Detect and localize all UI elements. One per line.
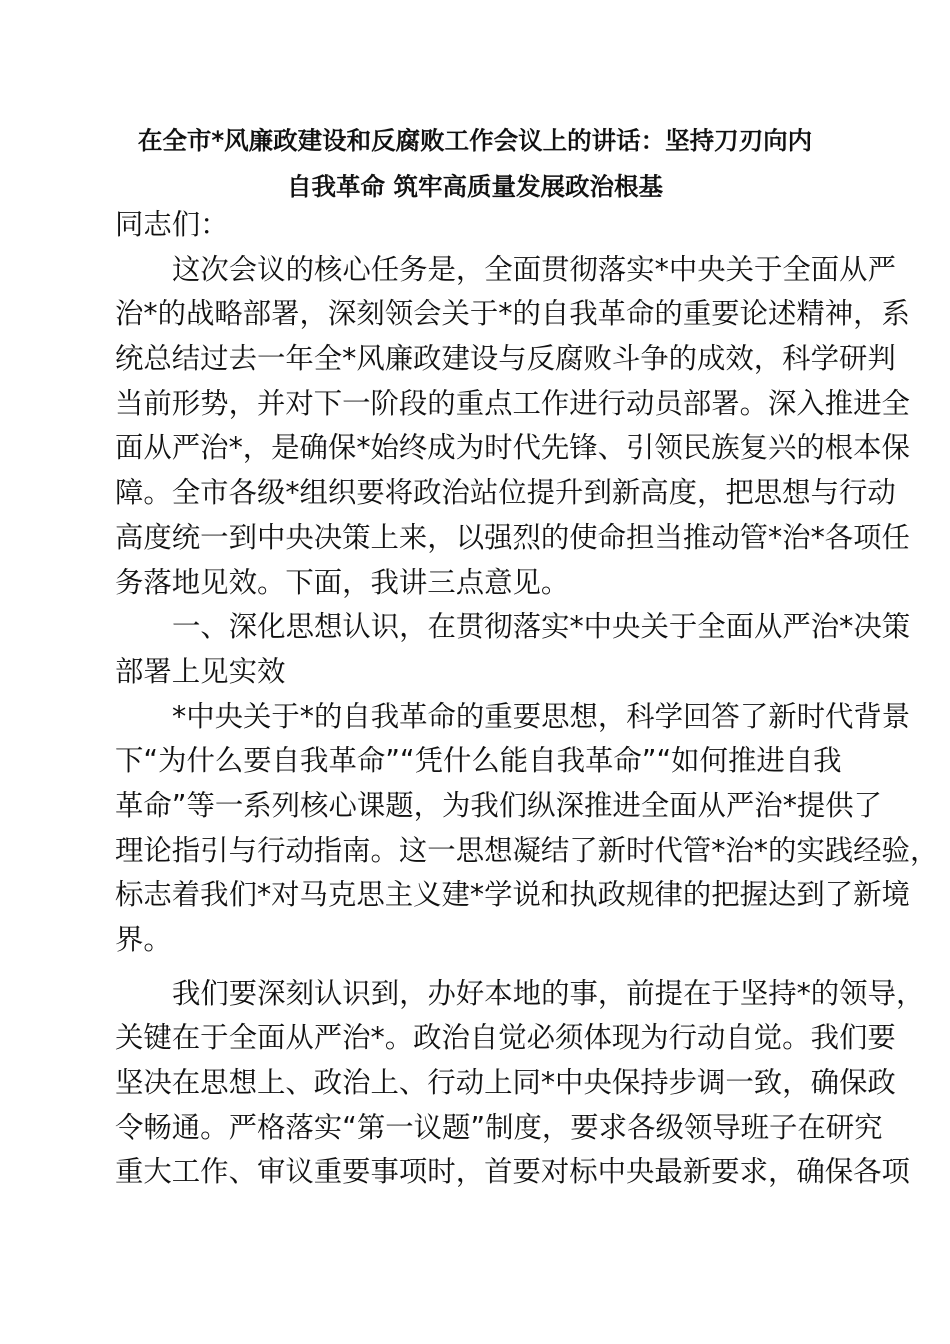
text-line: 治*的战略部署，深刻领会关于*的自我革命的重要论述精神，系 (115, 297, 910, 331)
section-heading (115, 605, 911, 694)
text-line: 令畅通。严格落实“第一议题”制度，要求各级领导班子在研究 (115, 1110, 883, 1144)
text-line: 同志们： (115, 208, 229, 241)
document-body (115, 203, 939, 1195)
text-line: 关键在于全面从严治*。政治自觉必须体现为行动自觉。我们要 (115, 1021, 896, 1055)
text-line: 务落地见效。下面，我讲三点意见。 (115, 565, 570, 599)
text-line: 坚决在思想上、政治上、行动上同*中央保持步调一致，确保政 (115, 1066, 896, 1100)
title-line-2: 自我革命 筑牢高质量发展政治根基 (286, 172, 664, 201)
text-line: 这次会议的核心任务是，全面贯彻落实*中央关于全面从严 (172, 252, 896, 286)
text-line: 革命”等一系列核心课题，为我们纵深推进全面从严治*提供了 (115, 788, 883, 822)
text-line: 障。全市各级*组织要将政治站位提升到新高度，把思想与行动 (115, 476, 896, 510)
title-line-1: 在全市*风廉政建设和反腐败工作会议上的讲话：坚持刀刃向内 (137, 126, 813, 155)
text-line: 我们要深刻认识到，办好本地的事，前提在于坚持*的领导， (172, 976, 925, 1010)
text-line: 部署上见实效 (115, 654, 286, 688)
text-line: 一、深化思想认识，在贯彻落实*中央关于全面从严治*决策 (172, 610, 911, 644)
text-line: 当前形势，并对下一阶段的重点工作进行动员部署。深入推进全 (115, 386, 910, 420)
salutation (115, 203, 835, 248)
text-line: 面从严治*，是确保*始终成为时代先锋、引领民族复兴的根本保 (115, 431, 910, 465)
paragraph (115, 248, 910, 606)
text-line: 统总结过去一年全*风廉政建设与反腐败斗争的成效，科学研判 (115, 342, 896, 376)
text-line: 界。 (115, 923, 172, 956)
text-line: *中央关于*的自我革命的重要思想，科学回答了新时代背景 (172, 699, 911, 733)
text-line: 理论指引与行动指南。这一思想凝结了新时代管*治*的实践经验， (115, 833, 939, 867)
text-line: 标志着我们*对马克思主义建*学说和执政规律的把握达到了新境 (115, 878, 910, 912)
document-title (0, 118, 950, 210)
paragraph (115, 695, 939, 963)
text-line: 高度统一到中央决策上来，以强烈的使命担当推动管*治*各项任 (115, 520, 910, 554)
text-line: 重大工作、审议重要事项时，首要对标中央最新要求，确保各项 (115, 1155, 910, 1189)
paragraph (115, 972, 925, 1195)
text-line: 下“为什么要自我革命”“凭什么能自我革命”“如何推进自我 (115, 744, 842, 778)
